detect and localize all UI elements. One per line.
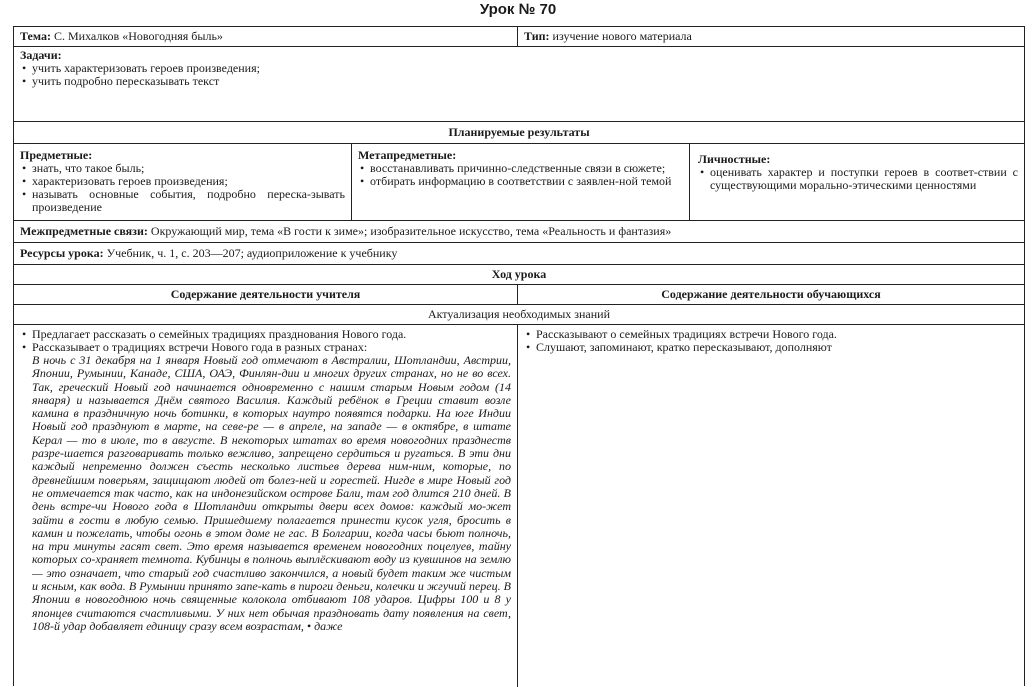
column-headers-row (14, 285, 1024, 305)
type-cell (518, 27, 1024, 46)
list-item: • Рассказывает о традициях встречи Нового года в разных странах: (20, 341, 511, 354)
list-item: • характеризовать героев произведения; (20, 175, 345, 188)
interdisciplinary-value: Окружающий мир, тема «В гости к зиме»; изобразительное искусство, тема «Реальность и фантазия» (150, 224, 672, 238)
results-row (14, 144, 1024, 221)
subject-label: Предметные: (20, 148, 93, 162)
topic-row (14, 27, 1024, 47)
teacher-activity (14, 325, 518, 687)
list-item: • отбирать информацию в соответствии с заявлен-ной темой (358, 175, 683, 188)
meta-label: Метапредметные: (358, 148, 457, 162)
list-item: • Слушают, запоминают, кратко пересказывают, дополняют (524, 341, 1018, 354)
list-item: • восстанавливать причинно-следственные связи в сюжете; (358, 162, 683, 175)
subject-list (20, 162, 345, 214)
resources-row (14, 243, 1024, 265)
stage-header: Актуализация необходимых знаний (14, 305, 1024, 325)
personal-results (690, 144, 1024, 220)
meta-results (352, 144, 690, 220)
planned-results-header: Планируемые результаты (14, 122, 1024, 144)
tasks-row (14, 47, 1024, 122)
topic-value: С. Михалков «Новогодняя быль» (53, 29, 223, 43)
interdisciplinary-label: Межпредметные связи: (20, 224, 148, 238)
student-activity (518, 325, 1024, 687)
student-col-header: Содержание деятельности обучающихся (661, 287, 881, 301)
type-label: Тип: (524, 29, 550, 43)
personal-list (698, 166, 1018, 192)
list-item: • учить подробно пересказывать текст (20, 75, 1018, 88)
type-value: изучение нового материала (552, 29, 692, 43)
lesson-title: Урок № 70 (479, 1, 557, 18)
student-list (524, 328, 1018, 354)
topic-cell (14, 27, 518, 46)
lesson-flow-header: Ход урока (14, 265, 1024, 285)
interdisciplinary-row (14, 221, 1024, 243)
content-row (14, 325, 1024, 687)
teacher-col-header: Содержание деятельности учителя (14, 285, 518, 304)
list-item: • называть основные события, подробно переска-зывать произведение (20, 188, 345, 214)
personal-label: Личностные: (698, 152, 771, 166)
lesson-plan-table (13, 26, 1025, 686)
list-item: • Рассказывают о семейных традициях встречи Нового года. (524, 328, 1018, 341)
list-item: • оценивать характер и поступки героев в соответ-ствии с существующими морально-этическими ценностями (698, 166, 1018, 192)
list-item: • учить характеризовать героев произведения; (20, 62, 1018, 75)
tasks-list (20, 62, 1018, 88)
topic-label: Тема: (20, 29, 51, 43)
meta-list (358, 162, 683, 188)
teacher-list (20, 328, 511, 354)
list-item: • знать, что такое быль; (20, 162, 345, 175)
resources-label: Ресурсы урока: (20, 246, 104, 260)
new-year-story: В ночь с 31 декабря на 1 января Новый год отмечают в Австралии, Шотландии, Австрии, Японии, Румынии, Канаде, США, ОАЭ, Финлян-дии и многих других странах, но не во всех. Так, греческий Новый год начинается одновременно с нашим старым Новым годом (14 января) и называется Днём святого Василия. Каждый ребёнок в Греции ставит возле камина в праздничную ночь ботинки, в которых наутро появятся подарки. На юге Индии Новый год празднуют в марте, на севе-ре — в апреле, на западе — в октябре, в штате Керал — то в июле, то в августе. В некоторых штатах во время новогодних празднеств разре-шается разговаривать только вежливо, запрещено сердиться и ругаться. В эти дни каждый непременно должен съесть несколько листьев дерева ним-ним, которые, по древнейшим поверьям, защищают людей от болез-ней и горестей. Нигде в мире Новый год не отмечается так часто, как на индонезийском острове Бали, там год длится 210 дней. В день встре-чи Нового года в Шотландии открыты двери всех домов: каждый мо-жет зайти в гости в любую семью. Пришедшему полагается принести кусок угля, бросить в камин и пожелать, чтобы огонь в этом доме не гас. В Болгарии, когда часы бьют полночь, на три минуты гасят свет. Это время называется временем новогодних поцелуев, тайну которых со-храняет темнота. Кубинцы в полночь выплёскивают воду из кувшинов на землю — это означает, что старый год счастливо закончился, а новый будет таким же чистым и ясным, как вода. В Румынии принято запе-кать в пироги деньги, колечки и жгучий перец. В Японии в новогоднюю ночь священные колокола отбивают 108 ударов. Цифры 100 и 8 у японцев считаются счастливыми. У них нет обычая праздновать дату появления на свет, 108-й удар добавляет единицу сразу всем возрастам, • даже (32, 353, 511, 633)
list-item: • Предлагает рассказать о семейных традициях празднования Нового года. (20, 328, 511, 341)
subject-results (14, 144, 352, 220)
tasks-label: Задачи: (20, 48, 62, 62)
resources-value: Учебник, ч. 1, с. 203—207; аудиоприложение к учебнику (106, 246, 398, 260)
